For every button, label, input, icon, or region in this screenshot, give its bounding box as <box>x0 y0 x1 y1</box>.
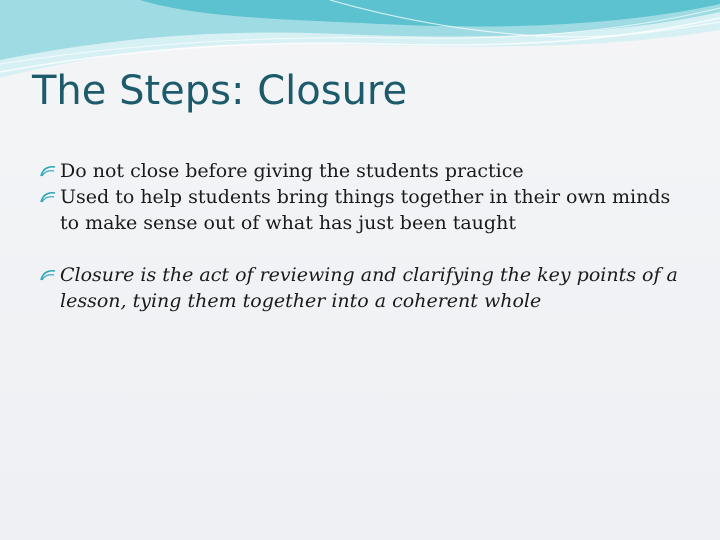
bullet-text: Do not close before giving the students practice <box>60 160 524 182</box>
bullet-swirl-icon <box>40 164 56 178</box>
bullet-text: Used to help students bring things together in their own minds to make sense out of what has just been taught <box>60 186 671 234</box>
bullet-swirl-icon <box>40 190 56 204</box>
slide-title: The Steps: Closure <box>32 68 408 114</box>
bullet-item <box>40 184 680 236</box>
bullet-text: Closure is the act of reviewing and clarifying the key points of a lesson, tying them together into a coherent whole <box>60 264 678 312</box>
bullet-list <box>40 158 680 314</box>
bullet-swirl-icon <box>40 268 56 282</box>
bullet-item <box>40 158 680 184</box>
bullet-item <box>40 262 680 314</box>
